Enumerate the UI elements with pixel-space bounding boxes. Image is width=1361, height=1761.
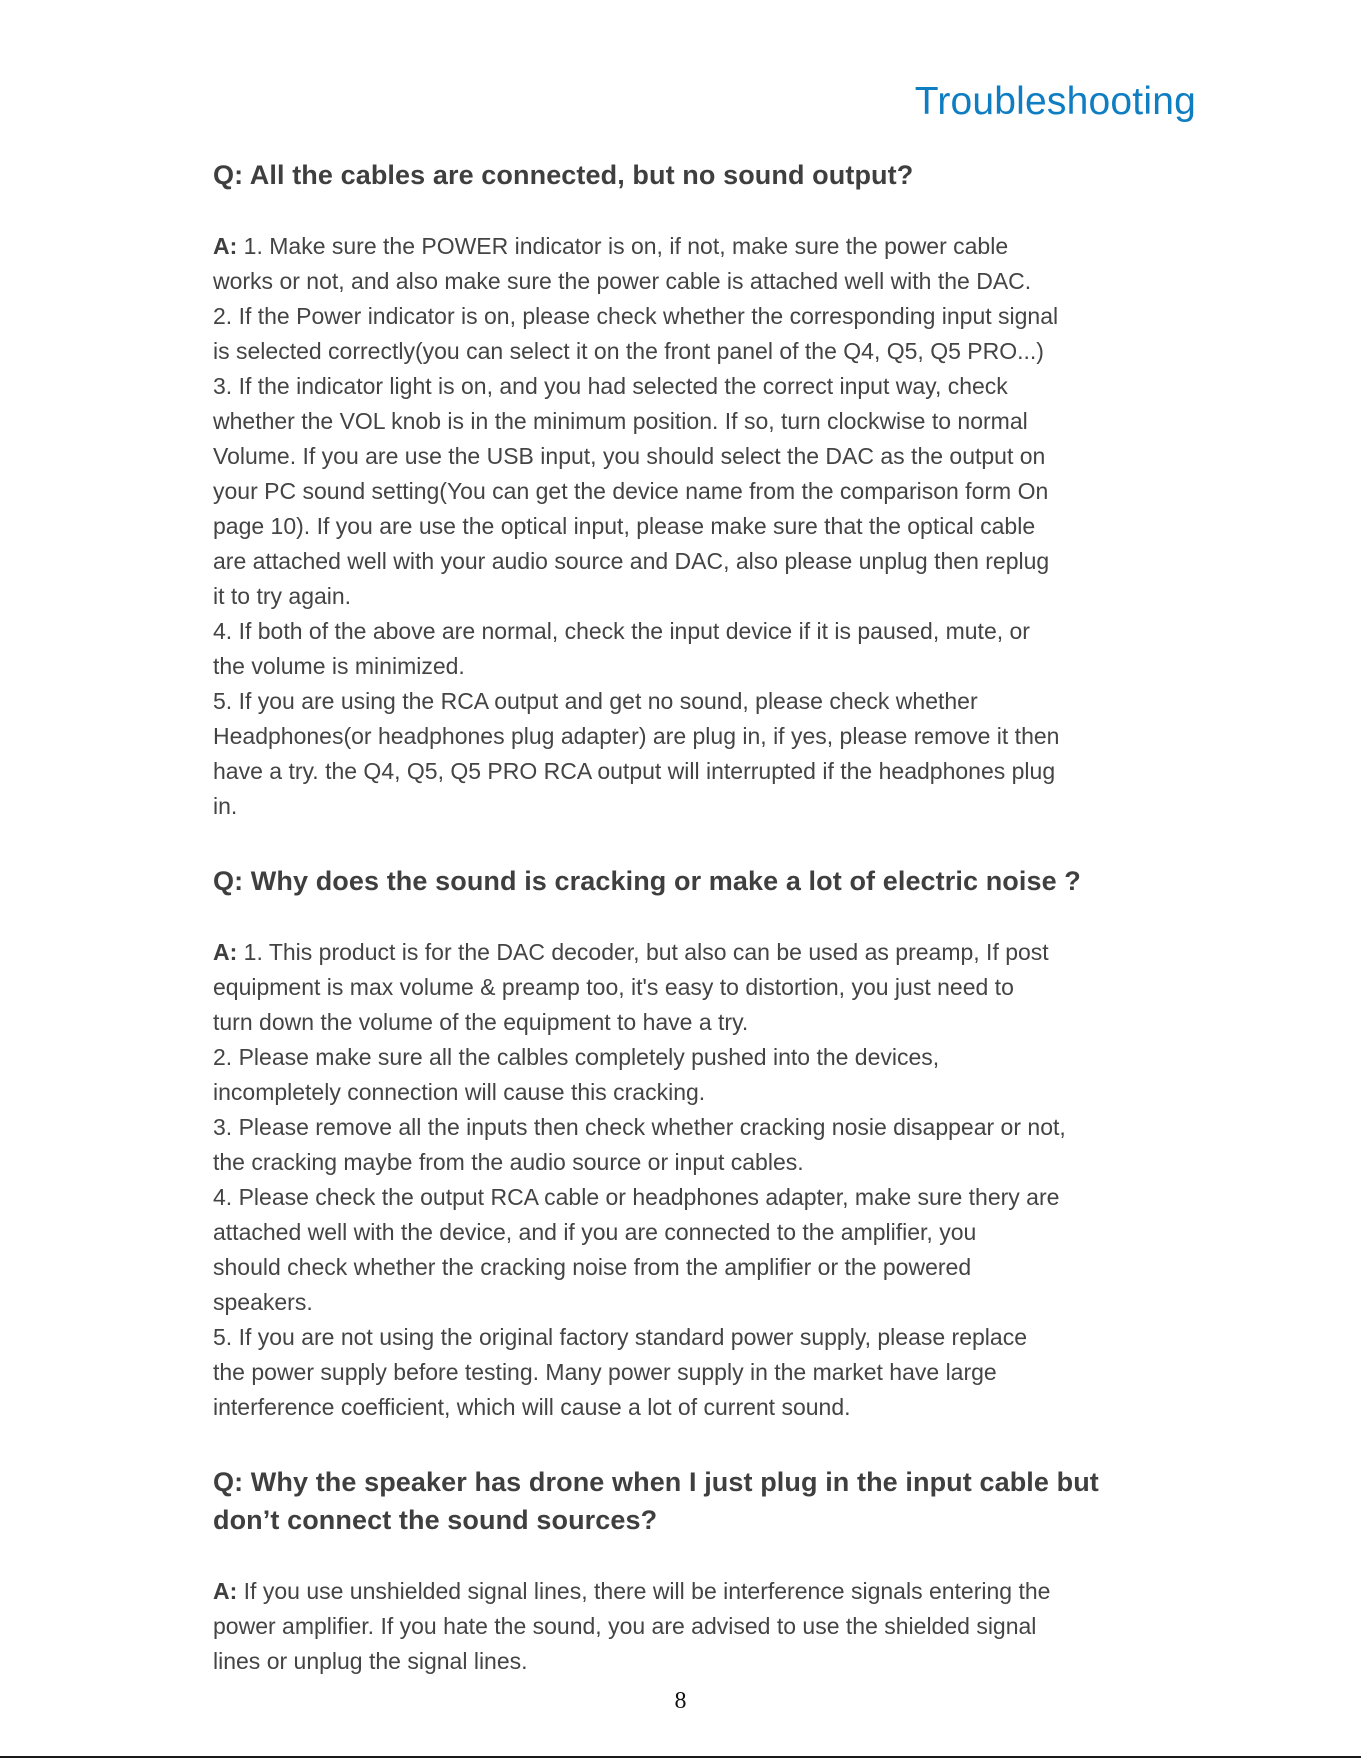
answer-line [213, 935, 1213, 970]
answer-line: 4. If both of the above are normal, check the input device if it is paused, mute, or [213, 618, 1030, 644]
page-heading: Troubleshooting [914, 80, 1196, 123]
answer-prefix: A: [213, 233, 238, 259]
answer-line: the power supply before testing. Many power supply in the market have large [213, 1359, 997, 1385]
answer-line: 2. If the Power indicator is on, please check whether the corresponding input signal [213, 303, 1059, 329]
faq-item [213, 156, 1213, 824]
answer-line: is selected correctly(you can select it on the front panel of the Q4, Q5, Q5 PRO...) [213, 338, 1044, 364]
bottom-rule [0, 1756, 1361, 1758]
answer-line: 3. If the indicator light is on, and you had selected the correct input way, check [213, 373, 1008, 399]
question-line: Q: All the cables are connected, but no sound output? [213, 160, 914, 190]
answer-line: equipment is max volume & preamp too, it's easy to distortion, you just need to [213, 974, 1014, 1000]
page-number: 8 [674, 1688, 687, 1714]
question-line: Q: Why does the sound is cracking or make a lot of electric noise ? [213, 866, 1081, 896]
answer-line: power amplifier. If you hate the sound, you are advised to use the shielded signal [213, 1613, 1037, 1639]
answer-line: in. [213, 793, 238, 819]
faq-item [213, 1463, 1213, 1679]
answer-line: whether the VOL knob is in the minimum position. If so, turn clockwise to normal [213, 408, 1028, 434]
faq-answer [213, 229, 1213, 824]
faq-item [213, 862, 1213, 1425]
faq-question [213, 1463, 1213, 1539]
answer-line: interference coefficient, which will cause a lot of current sound. [213, 1394, 851, 1420]
answer-line: your PC sound setting(You can get the device name from the comparison form On [213, 478, 1049, 504]
answer-line: it to try again. [213, 583, 352, 609]
answer-line: have a try. the Q4, Q5, Q5 PRO RCA output will interrupted if the headphones plug [213, 758, 1056, 784]
faq-question [213, 862, 1213, 900]
faq-answer [213, 935, 1213, 1425]
answer-line: 2. Please make sure all the calbles completely pushed into the devices, [213, 1044, 940, 1070]
answer-line [213, 1574, 1213, 1609]
answer-line: 3. Please remove all the inputs then check whether cracking nosie disappear or not, [213, 1114, 1066, 1140]
answer-line: lines or unplug the signal lines. [213, 1648, 528, 1674]
answer-line: the volume is minimized. [213, 653, 465, 679]
question-line: Q: Why the speaker has drone when I just plug in the input cable but [213, 1467, 1099, 1497]
answer-line: 5. If you are not using the original factory standard power supply, please replace [213, 1324, 1027, 1350]
answer-text: 1. Make sure the POWER indicator is on, if not, make sure the power cable [243, 233, 1009, 259]
answer-line: incompletely connection will cause this cracking. [213, 1079, 706, 1105]
answer-line: attached well with the device, and if you are connected to the amplifier, you [213, 1219, 977, 1245]
answer-line: works or not, and also make sure the power cable is attached well with the DAC. [213, 268, 1032, 294]
answer-line: 4. Please check the output RCA cable or headphones adapter, make sure thery are [213, 1184, 1060, 1210]
faq-answer [213, 1574, 1213, 1679]
answer-text: If you use unshielded signal lines, there will be interference signals entering the [243, 1578, 1051, 1604]
question-line: don’t connect the sound sources? [213, 1505, 658, 1535]
answer-line: Volume. If you are use the USB input, you should select the DAC as the output on [213, 443, 1046, 469]
answer-line: turn down the volume of the equipment to have a try. [213, 1009, 749, 1035]
answer-line: page 10). If you are use the optical input, please make sure that the optical cable [213, 513, 1036, 539]
answer-line: Headphones(or headphones plug adapter) are plug in, if yes, please remove it then [213, 723, 1060, 749]
answer-line: speakers. [213, 1289, 313, 1315]
faq-content [213, 156, 1213, 1679]
answer-prefix: A: [213, 1578, 238, 1604]
answer-line: are attached well with your audio source and DAC, also please unplug then replug [213, 548, 1050, 574]
answer-line: the cracking maybe from the audio source or input cables. [213, 1149, 804, 1175]
answer-prefix: A: [213, 939, 238, 965]
faq-question [213, 156, 1213, 194]
answer-line: should check whether the cracking noise from the amplifier or the powered [213, 1254, 972, 1280]
answer-line: 5. If you are using the RCA output and get no sound, please check whether [213, 688, 978, 714]
answer-line [213, 229, 1213, 264]
answer-text: 1. This product is for the DAC decoder, but also can be used as preamp, If post [243, 939, 1049, 965]
